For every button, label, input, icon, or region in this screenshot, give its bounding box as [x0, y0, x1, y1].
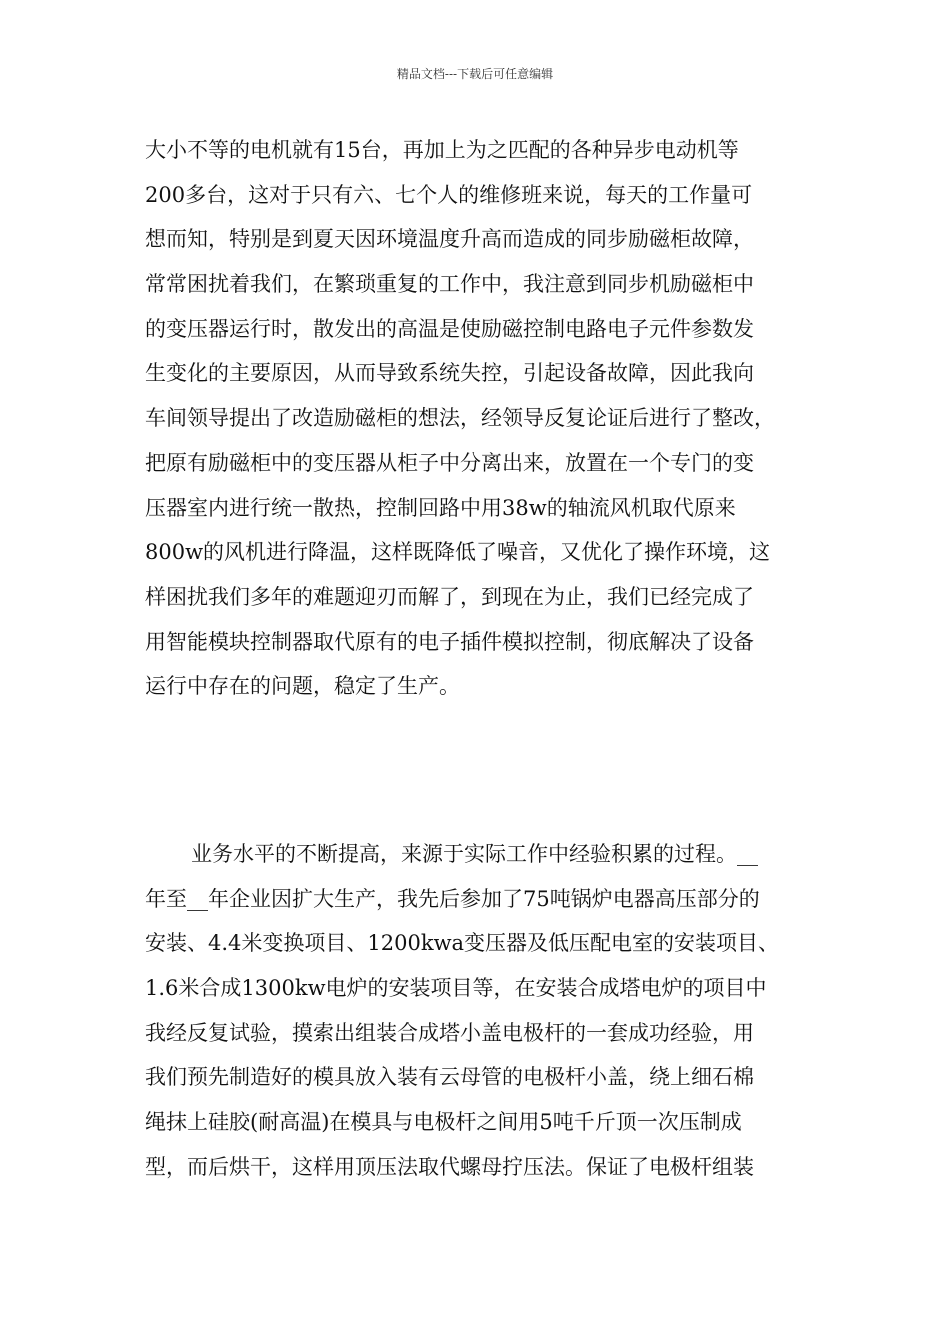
text-line: 年至__年企业因扩大生产，我先后参加了75吨锅炉电器高压部分的: [145, 886, 760, 911]
text-line: 200多台，这对于只有六、七个人的维修班来说，每天的工作量可: [145, 182, 753, 207]
text-line: 绳抹上硅胶(耐高温)在模具与电极杆之间用5吨千斤顶一次压制成: [145, 1110, 742, 1135]
text-line: 想而知，特别是到夏天因环境温度升高而造成的同步励磁柜故障，: [145, 227, 754, 252]
text-line: 常常困扰着我们，在繁琐重复的工作中，我注意到同步机励磁柜中: [145, 272, 754, 297]
text-line: 的变压器运行时，散发出的高温是使励磁控制电路电子元件参数发: [145, 316, 754, 341]
paragraph-1: [145, 128, 825, 709]
text-line: 型，而后烘干，这样用顶压法取代螺母拧压法。保证了电极杆组装: [145, 1154, 754, 1179]
text-line: 安装、4.4米变换项目、1200kwa变压器及低压配电室的安装项目、: [145, 931, 780, 956]
page-header: 精品文档---下载后可任意编辑: [396, 67, 554, 81]
text-line: 用智能模块控制器取代原有的电子插件模拟控制，彻底解决了设备: [145, 629, 754, 654]
text-line: 800w的风机进行降温，这样既降低了噪音，又优化了操作环境，这: [145, 540, 771, 565]
text-line: 样困扰我们多年的难题迎刃而解了，到现在为止，我们已经完成了: [145, 584, 754, 609]
text-line: 生变化的主要原因，从而导致系统失控，引起设备故障，因此我向: [145, 361, 754, 386]
text-line: 1.6米合成1300kw电炉的安装项目等，在安装合成塔电炉的项目中: [145, 976, 767, 1001]
text-line: 运行中存在的问题，稳定了生产。: [145, 674, 460, 699]
text-line: 把原有励磁柜中的变压器从柜子中分离出来，放置在一个专门的变: [145, 450, 754, 475]
paragraph-2: [145, 832, 825, 1190]
text-line: 我经反复试验，摸索出组装合成塔小盖电极杆的一套成功经验，用: [145, 1020, 754, 1045]
text-line: 压器室内进行统一散热，控制回路中用38w的轴流风机取代原来: [145, 495, 736, 520]
text-line: 车间领导提出了改造励磁柜的想法，经领导反复论证后进行了整改，: [145, 406, 775, 431]
text-line: 业务水平的不断提高，来源于实际工作中经验积累的过程。__: [191, 842, 758, 866]
text-line: 大小不等的电机就有15台，再加上为之匹配的各种异步电动机等: [145, 138, 739, 162]
text-line: 我们预先制造好的模具放入装有云母管的电极杆小盖，绕上细石棉: [145, 1065, 754, 1090]
